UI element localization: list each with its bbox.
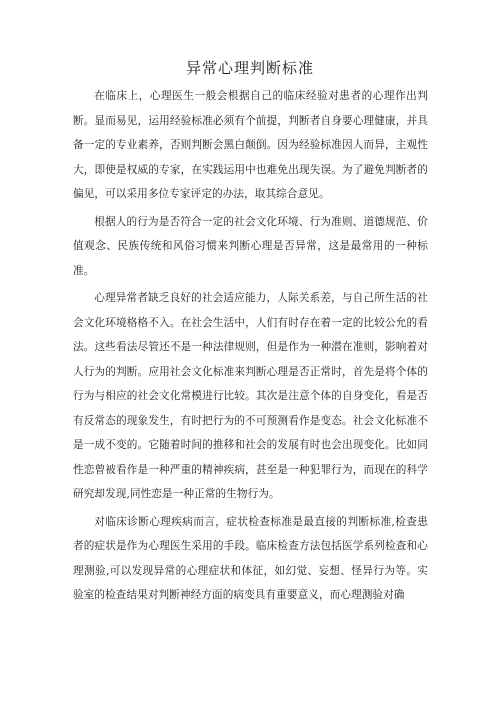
- document-title: 异常心理判断标准: [185, 59, 314, 77]
- paragraph-experience-standard: 在临床上，心理医生一般会根据自己的临床经验对患者的心理作出判断。显而易见，运用经验标准必须有个前提，判断者自身要心理健康，并具备一定的专业素养，否则判断会黑白颠倒。因为经验标准因人而异，主观性大，即使是权威的专家，在实践运用中也难免出现失误。为了避免判断者的偏见，可以采用多位专家评定的办法，取其综合意见。: [73, 90, 428, 200]
- paragraph-symptom-standard: 对临床诊断心理疾病而言，症状检查标准是最直接的判断标准,检查患者的症状是作为心理医生采用的手段。临床检查方法包括医学系列检查和心理测验,可以发现异常的心理症状和体征，如幻觉、妄想、怪异行为等。实验室的检查结果对判断神经方面的病变具有重要意义，而心理测验对确: [73, 515, 428, 601]
- paragraph-social-culture-standard: 根据人的行为是否符合一定的社会文化环境、行为准则、道德规范、价值观念、民族传统和风俗习惯来判断心理是否异常，这是最常用的一种标准。: [73, 215, 428, 277]
- paragraph-social-adaptation: 心理异常者缺乏良好的社会适应能力，人际关系差，与自己所生活的社会文化环境格格不入。在社会生活中，人们有时存在着一定的比较公允的看法。这些看法尽管还不是一种法律规则，但是作为一种潜在准则，影响着对人行为的判断。应用社会文化标准来判断心理是否正常时，首先是将个体的行为与相应的社会文化常模进行比较。其次是注意个体的自身变化，看是否有反常态的现象发生，有时把行为的不可预测看作是变态。社会文化标准不是一成不变的。它随着时间的推移和社会的发展有时也会出现变化。比如同性恋曾被看作是一种严重的精神疾病，甚至是一种犯罪行为，而现在的科学研究却发现,同性恋是一种正常的生物行为。: [73, 292, 428, 500]
- document-body: [73, 84, 428, 611]
